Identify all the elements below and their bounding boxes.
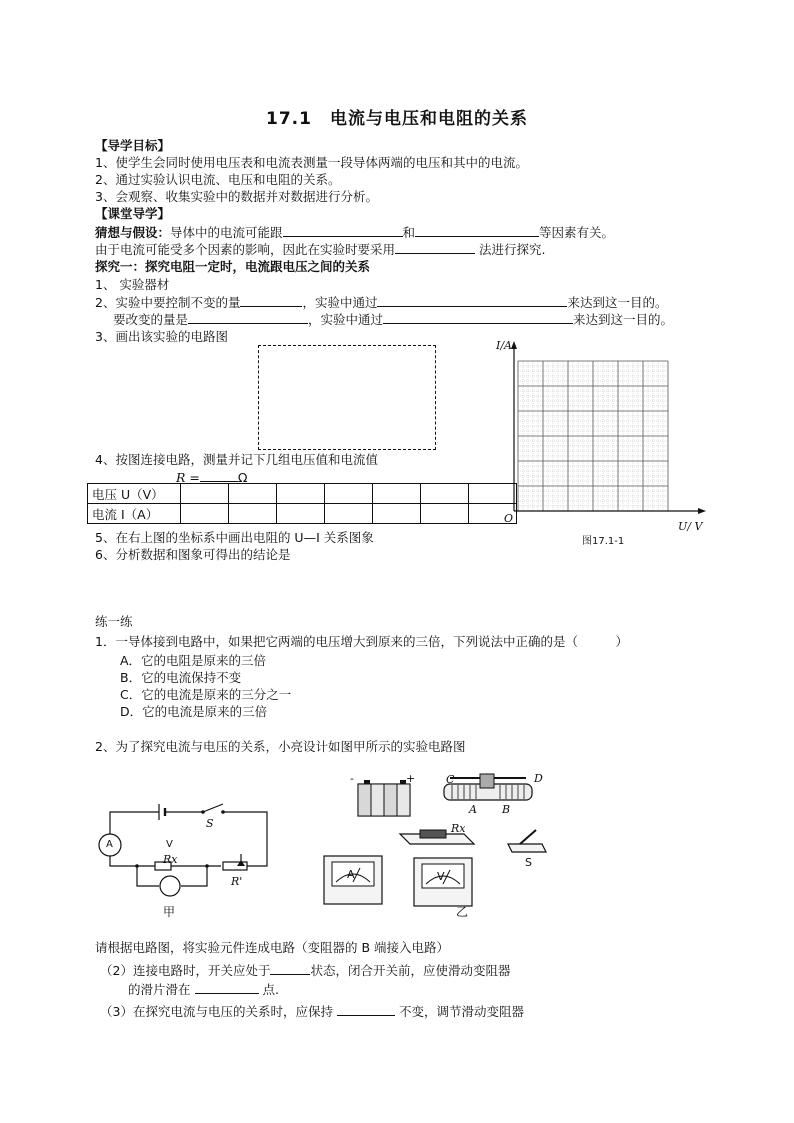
table-cell[interactable] — [325, 484, 373, 504]
explore1-item6: 6、分析数据和图象可得出的结论是 — [95, 547, 291, 562]
table-cell[interactable] — [229, 504, 277, 524]
voltmeter-label: V — [166, 839, 173, 850]
table-row-voltage — [88, 484, 517, 504]
method-text-b: 法进行探究. — [479, 242, 546, 257]
ammeter-label: A — [106, 839, 113, 850]
rheostat-device — [444, 774, 532, 800]
guide-heading: 【课堂导学】 — [95, 206, 171, 221]
rheostat-c-label: C — [446, 773, 455, 786]
explore1-item3: 3、画出该实验的电路图 — [95, 329, 228, 344]
table-cell[interactable] — [229, 484, 277, 504]
option-c[interactable]: C．它的电流是原来的三分之一 — [120, 687, 292, 702]
table-cell[interactable] — [181, 484, 229, 504]
battery-minus-label: - — [350, 772, 354, 785]
rheostat-a-label: A — [469, 803, 477, 816]
q2-part2-text-d: 点. — [262, 982, 279, 997]
control-via-label: ，实验中通过 — [302, 295, 378, 310]
goal-item-3: 3、会观察、收集实验中的数据并对数据进行分析。 — [95, 189, 378, 204]
circuit-drawing-box[interactable] — [258, 345, 436, 450]
hypothesis-text-a: 导体中的电流可能跟 — [170, 225, 283, 240]
switch-device — [508, 830, 546, 852]
graph-x-arrow — [698, 508, 706, 514]
table-cell[interactable] — [277, 484, 325, 504]
jia-label: 甲 — [163, 905, 176, 919]
voltage-header: 电压 U（V） — [88, 484, 181, 504]
method-blank[interactable] — [395, 241, 475, 254]
battery-pack — [358, 780, 410, 816]
control-var-blank[interactable] — [240, 294, 302, 307]
circuit-diagram-jia — [95, 800, 275, 920]
question-2: 2、为了探究电流与电压的关系，小亮设计如图甲所示的实验电路图 — [95, 739, 466, 754]
hypothesis-end: 等因素有关。 — [539, 225, 615, 240]
switch-state-blank[interactable] — [270, 962, 310, 975]
table-cell[interactable] — [373, 504, 421, 524]
ammeter-device-label: A — [347, 868, 355, 881]
graph-major-grid — [518, 361, 668, 511]
option-a[interactable]: A．它的电阻是原来的三倍 — [120, 653, 267, 668]
q2-part2-line2 — [128, 981, 279, 998]
control-var-label: 2、实验中要控制不变的量 — [95, 295, 241, 310]
voltmeter-device-label: V — [437, 870, 445, 883]
question-1: 1．一导体接到电路中，如果把它两端的电压增大到原来的三倍，下列说法中正确的是（ ） — [95, 634, 628, 649]
graph-caption: 图17.1-1 — [582, 536, 625, 547]
components-yi — [340, 768, 560, 918]
explore1-item2-line1 — [95, 294, 668, 311]
change-purpose: 来达到这一目的。 — [573, 312, 674, 327]
control-via-blank[interactable] — [377, 294, 567, 307]
goal-item-2: 2、通过实验认识电流、电压和电阻的关系。 — [95, 172, 341, 187]
option-d[interactable]: D．它的电流是原来的三倍 — [120, 704, 268, 719]
table-cell[interactable] — [421, 504, 469, 524]
hypothesis-blank-2[interactable] — [415, 224, 539, 237]
rx-label: Rx — [163, 853, 178, 866]
q2-part3-text-b: 不变，调节滑动变阻器 — [398, 1004, 524, 1019]
graph-origin: O — [504, 512, 514, 525]
battery-plus-label: + — [406, 772, 416, 785]
goal-item-1: 1、使学生会同时使用电压表和电流表测量一段导体两端的电压和其中的电流。 — [95, 155, 528, 170]
graph-x-label: U/ V — [678, 520, 703, 533]
rp-label: R' — [231, 875, 243, 888]
yi-label: 乙 — [456, 905, 469, 919]
change-var-label: 要改变的量是 — [113, 312, 189, 327]
table-row-current — [88, 504, 517, 524]
q2-instruction: 请根据电路图，将实验元件连成电路（变阻器的 B 端接入电路） — [95, 940, 450, 955]
table-cell[interactable] — [325, 504, 373, 524]
explore1-item2-line2 — [113, 311, 673, 328]
hypothesis-label: 猜想与假设： — [95, 225, 171, 240]
change-via-blank[interactable] — [383, 311, 573, 324]
hypothesis-blank-1[interactable] — [283, 224, 403, 237]
table-cell[interactable] — [277, 504, 325, 524]
q2-part2-text-c: 的滑片滑在 — [128, 982, 191, 997]
practice-heading: 练一练 — [95, 614, 133, 629]
graph-y-label: I/A — [496, 339, 512, 352]
method-line — [95, 241, 545, 258]
explore1-item5: 5、在右上图的坐标系中画出电阻的 U—I 关系图象 — [95, 530, 374, 545]
ui-graph[interactable] — [490, 335, 710, 550]
rheostat-d-label: D — [534, 772, 543, 785]
rx-device-label: Rx — [451, 822, 466, 835]
data-table — [87, 483, 517, 524]
goals-heading: 【导学目标】 — [95, 138, 171, 153]
resistance-unit: Ω — [237, 470, 248, 485]
change-via-label: ，实验中通过 — [308, 312, 384, 327]
page-title: 17.1 电流与电压和电阻的关系 — [266, 109, 528, 129]
q2-part2-text-a: （2）连接电路时，开关应处于 — [100, 963, 271, 978]
hypothesis-line — [95, 224, 614, 241]
q2-part2-text-b: 状态，闭合开关前，应使滑动变阻器 — [310, 963, 511, 978]
table-cell[interactable] — [373, 484, 421, 504]
explore1-heading: 探究一：探究电阻一定时，电流跟电压之间的关系 — [95, 259, 371, 274]
table-cell[interactable] — [181, 504, 229, 524]
resistance-label: R = — [176, 470, 200, 485]
change-var-blank[interactable] — [188, 311, 308, 324]
q2-part2-line1 — [100, 962, 510, 979]
option-b[interactable]: B．它的电流保持不变 — [120, 670, 242, 685]
voltmeter-symbol — [160, 876, 180, 896]
keep-constant-blank[interactable] — [337, 1003, 395, 1016]
rheostat-b-label: B — [502, 803, 511, 816]
explore1-item4: 4、按图连接电路，测量并记下几组电压值和电流值 — [95, 452, 378, 467]
switch-device-label: S — [525, 856, 532, 869]
control-purpose: 来达到这一目的。 — [567, 295, 668, 310]
method-text-a: 由于电流可能受多个因素的影响，因此在实验时要采用 — [95, 242, 396, 257]
table-cell[interactable] — [421, 484, 469, 504]
q2-part3-text-a: （3）在探究电流与电压的关系时，应保持 — [100, 1004, 333, 1019]
q2-part3-line1 — [100, 1003, 524, 1020]
explore1-item1: 1、 实验器材 — [95, 277, 170, 292]
resistance-blank[interactable] — [200, 469, 238, 482]
switch-label: S — [206, 817, 214, 830]
slider-position-blank[interactable] — [195, 981, 259, 994]
hypothesis-and: 和 — [402, 225, 416, 240]
current-header: 电流 I（A） — [88, 504, 181, 524]
